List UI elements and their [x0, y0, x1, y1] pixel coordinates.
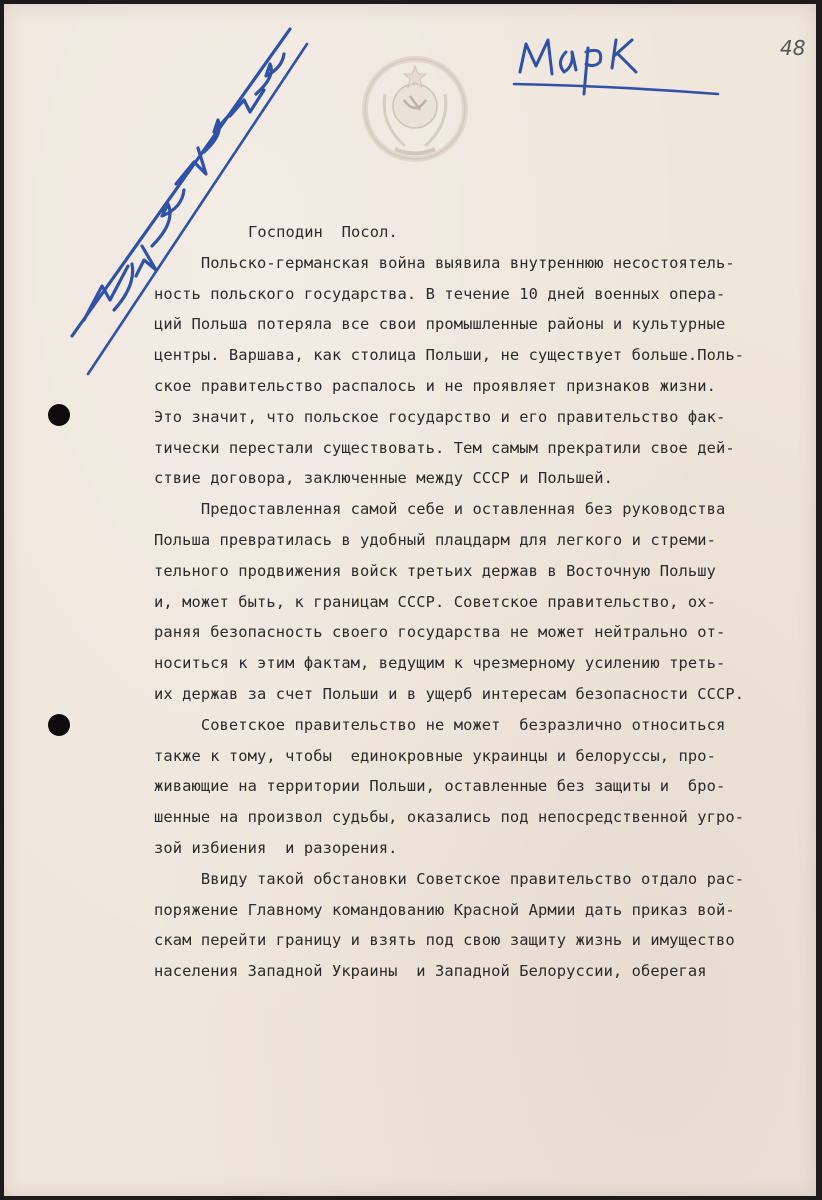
salutation: Господин Посол. [248, 223, 398, 241]
text-line: ций Польша потеряла все свои промышленные районы и культурные [154, 315, 726, 334]
letter-body [154, 217, 804, 987]
text-line: также к тому, чтобы единокровные украинцы и белоруссы, про- [154, 746, 716, 765]
text-line: поряжение Главному командованию Красной Армии дать приказ вой- [154, 900, 735, 919]
text-line: тельного продвижения войск третьих держав в Восточную Польшу [154, 561, 716, 580]
text-line: скам перейти границу и взять под свою защиту жизнь и имущество [154, 931, 735, 950]
punch-hole [48, 714, 70, 736]
text-line: населения Западной Украины и Западной Белоруссии, оберегая [154, 962, 707, 981]
text-line: Предоставленная самой себе и оставленная без руководства [154, 500, 726, 519]
text-line: зой избиения и разорения. [154, 838, 398, 857]
text-line: раняя безопасность своего государства не может нейтрально от- [154, 623, 726, 642]
page-number: 48 [780, 36, 806, 60]
text-line: тически перестали существовать. Тем самым прекратили свое дей- [154, 438, 735, 457]
emblem-icon [360, 54, 470, 164]
text-line: носиться к этим фактам, ведущим к чрезмерному усилению треть- [154, 654, 726, 673]
text-line: Это значит, что польское государство и его правительство фак- [154, 407, 726, 426]
text-line: шенные на произвол судьбы, оказались под непосредственной угро- [154, 808, 745, 827]
text-line: живающие на территории Польши, оставленные без защиты и бро- [154, 777, 726, 796]
text-line: центры. Варшава, как столица Польши, не существует больше.Поль- [154, 346, 745, 365]
text-line: ность польского государства. В течение 10 дней военных опера- [154, 284, 726, 303]
text-line: Польша превратилась в удобный плацдарм для легкого и стреми- [154, 530, 716, 549]
text-line: ское правительство распалось и не проявляет признаков жизни. [154, 376, 716, 395]
text-line: Польско-германская война выявила внутреннюю несостоятель- [154, 253, 735, 272]
handwritten-annotation-top [504, 22, 734, 112]
text-line: Ввиду такой обстановки Советское правительство отдало рас- [154, 869, 745, 888]
document-page [4, 4, 816, 1196]
text-line: ствие договора, заключенные между СССР и Польшей. [154, 469, 613, 488]
text-line: их держав за счет Польши и в ущерб интересам безопасности СССР. [154, 684, 745, 703]
text-line: и, может быть, к границам СССР. Советское правительство, ох- [154, 592, 716, 611]
punch-hole [48, 404, 70, 426]
text-line: Советское правительство не может безразлично относиться [154, 715, 726, 734]
